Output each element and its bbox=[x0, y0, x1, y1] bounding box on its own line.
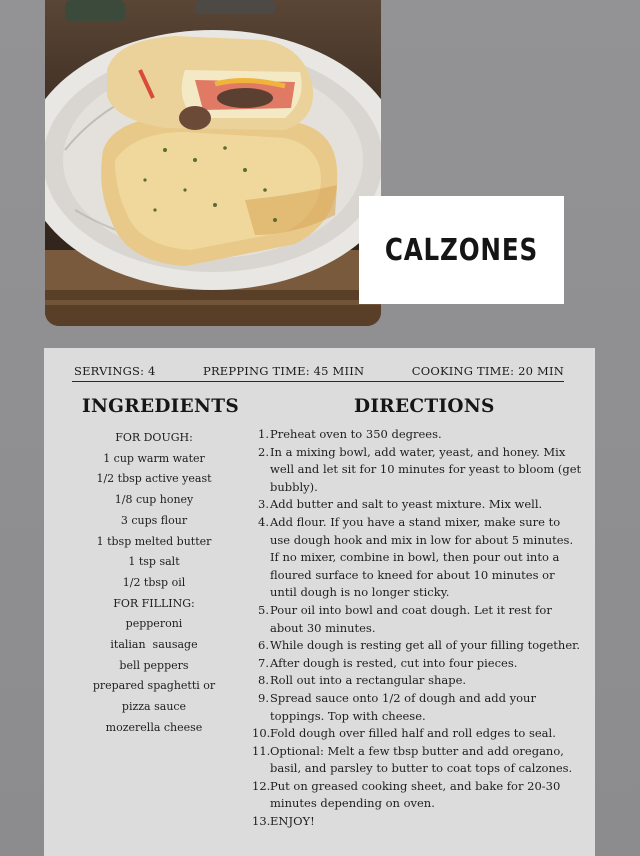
servings: SERVINGS: 4 bbox=[74, 364, 156, 378]
ingredient-item: 3 cups flour bbox=[120, 513, 188, 527]
ingredient-item: FOR FILLING: bbox=[113, 596, 195, 610]
direction-step bbox=[252, 690, 582, 725]
ingredient-item: 1/2 tbsp active yeast bbox=[96, 472, 212, 486]
direction-step bbox=[252, 725, 582, 743]
recipe-card bbox=[44, 348, 595, 856]
ingredient-item: italian sausage bbox=[110, 638, 198, 652]
step-text: While dough is resting get all of your filling together. bbox=[270, 638, 581, 653]
step-text: Optional: Melt a few tbsp butter and add oregano, basil, and parsley to butter to coat tops of calzones. bbox=[270, 743, 573, 776]
ingredients-heading: INGREDIENTS bbox=[82, 396, 239, 417]
step-number: 3. bbox=[258, 497, 269, 512]
directions-heading: DIRECTIONS bbox=[354, 396, 495, 417]
step-text: ENJOY! bbox=[270, 814, 315, 829]
step-number: 12. bbox=[252, 778, 271, 793]
calzone-illustration bbox=[45, 0, 381, 326]
step-number: 9. bbox=[258, 690, 269, 705]
ingredient-item: 1 cup warm water bbox=[103, 451, 205, 465]
step-text: Spread sauce onto 1/2 of dough and add your toppings. Top with cheese. bbox=[270, 690, 536, 723]
ingredient-item: 1/2 tbsp oil bbox=[122, 575, 186, 589]
step-number: 2. bbox=[258, 444, 269, 459]
step-text: Pour oil into bowl and coat dough. Let it rest for about 30 minutes. bbox=[270, 602, 552, 635]
direction-step bbox=[252, 778, 582, 813]
step-number: 11. bbox=[252, 743, 271, 758]
direction-step bbox=[252, 496, 582, 514]
direction-step bbox=[252, 655, 582, 673]
calzone-photo bbox=[45, 0, 381, 326]
direction-step bbox=[252, 426, 582, 444]
ingredients-list bbox=[66, 428, 242, 739]
step-text: In a mixing bowl, add water, yeast, and honey. Mix well and let sit for 10 minutes for yeast to bloom (get bubbly). bbox=[270, 444, 582, 494]
step-number: 10. bbox=[252, 726, 271, 741]
direction-step bbox=[252, 672, 582, 690]
recipe-title: CALZONES bbox=[384, 232, 539, 268]
ingredient-item: mozerella cheese bbox=[105, 720, 203, 734]
divider bbox=[72, 381, 564, 382]
step-text: Add flour. If you have a stand mixer, make sure to use dough hook and mix in low for about 5 minutes. If no mixer, combine in bowl, then pour out into a floured surface to kneed for about 10 minutes or until dough is no longer sticky. bbox=[270, 514, 574, 600]
ingredient-item: prepared spaghetti or bbox=[92, 679, 216, 693]
prepping-time: PREPPING TIME: 45 MIIN bbox=[203, 364, 365, 378]
step-number: 4. bbox=[258, 514, 269, 529]
ingredient-item: pepperoni bbox=[125, 617, 183, 631]
step-text: Put on greased cooking sheet, and bake for 20-30 minutes depending on oven. bbox=[270, 778, 561, 811]
step-number: 7. bbox=[258, 655, 269, 670]
ingredient-item: 1/8 cup honey bbox=[114, 493, 194, 507]
ingredient-item: bell peppers bbox=[119, 658, 189, 672]
direction-step bbox=[252, 602, 582, 637]
step-number: 8. bbox=[258, 673, 269, 688]
step-text: Add butter and salt to yeast mixture. Mix well. bbox=[270, 497, 543, 512]
direction-step bbox=[252, 514, 582, 602]
ingredient-item: 1 tsp salt bbox=[128, 555, 180, 569]
step-text: Fold dough over filled half and roll edges to seal. bbox=[270, 726, 556, 741]
ingredient-item: pizza sauce bbox=[121, 700, 187, 714]
directions-list bbox=[252, 426, 582, 831]
ingredient-item: 1 tbsp melted butter bbox=[96, 534, 212, 548]
step-text: Roll out into a rectangular shape. bbox=[270, 673, 467, 688]
step-number: 1. bbox=[258, 427, 269, 441]
direction-step bbox=[252, 444, 582, 497]
direction-step bbox=[252, 813, 582, 831]
step-text: Preheat oven to 350 degrees. bbox=[270, 427, 442, 441]
ingredient-item: FOR DOUGH: bbox=[115, 431, 193, 444]
cooking-time: COOKING TIME: 20 MIN bbox=[411, 364, 564, 378]
recipe-meta bbox=[74, 360, 564, 382]
direction-step bbox=[252, 743, 582, 778]
step-number: 6. bbox=[258, 638, 269, 653]
direction-step bbox=[252, 637, 582, 655]
title-box bbox=[359, 196, 564, 304]
step-number: 13. bbox=[252, 814, 271, 829]
step-number: 5. bbox=[258, 602, 269, 617]
step-text: After dough is rested, cut into four pieces. bbox=[270, 655, 518, 670]
